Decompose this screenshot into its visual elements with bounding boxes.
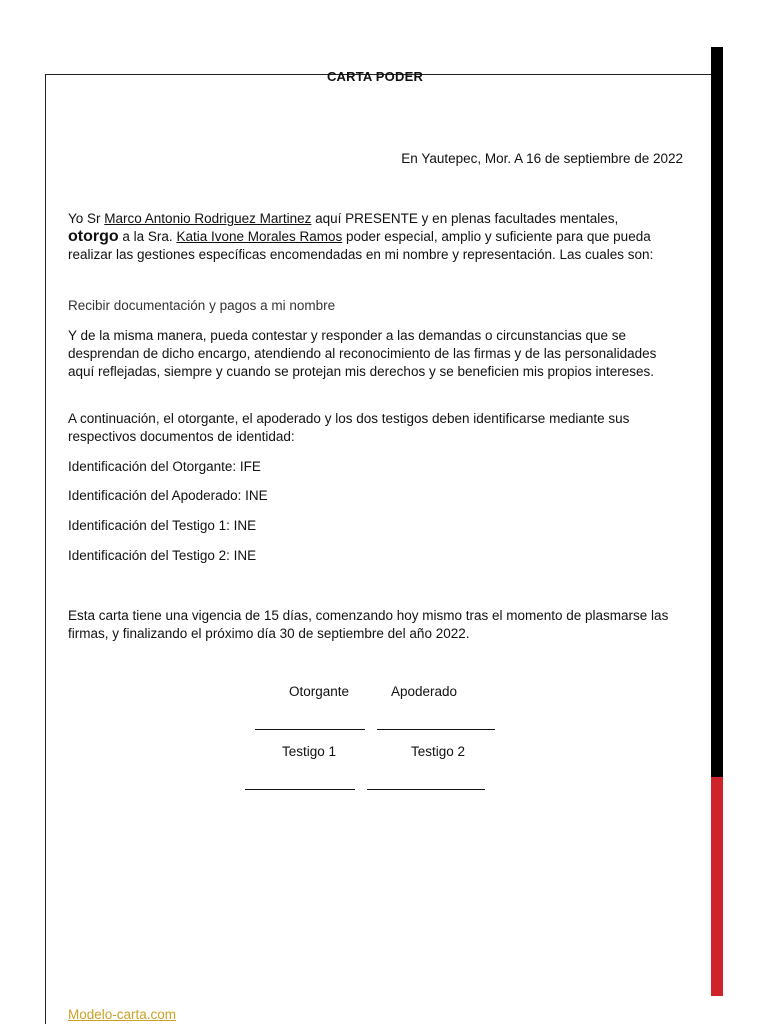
- grant-text-3: a la Sra.: [118, 229, 177, 244]
- side-bar-red: [711, 777, 723, 996]
- signature-line-apoderado: [377, 729, 495, 730]
- document-title: CARTA PODER: [326, 69, 424, 84]
- paragraph-tasks: Recibir documentación y pagos a mi nombre: [68, 298, 336, 313]
- date-line: En Yautepec, Mor. A 16 de septiembre de 2022: [401, 151, 683, 166]
- grant-text-1: Yo Sr: [68, 211, 105, 226]
- attorney-name: Katia Ivone Morales Ramos: [176, 229, 343, 244]
- otorgo-word: otorgo: [68, 228, 119, 245]
- grant-text-2: aquí PRESENTE y en plenas facultades mentales,: [311, 211, 619, 226]
- paragraph-validity: Esta carta tiene una vigencia de 15 días, comenzando hoy mismo tras el momento de plasmarse las firmas, y finalizando el próximo día 30 de septiembre del año 2022.: [68, 608, 669, 641]
- side-bar-black: [711, 47, 723, 777]
- signature-label-testigo-2: Testigo 2: [411, 744, 466, 759]
- signature-label-testigo-1: Testigo 1: [282, 744, 337, 759]
- signature-line-testigo-1: [245, 789, 355, 790]
- id-testigo-2: Identificación del Testigo 2: INE: [68, 548, 257, 563]
- footer-link[interactable]: Modelo-carta.com: [68, 1007, 177, 1022]
- grantor-name: Marco Antonio Rodriguez Martinez: [104, 211, 312, 226]
- paragraph-scope: Y de la misma manera, pueda contestar y responder a las demandas o circunstancias que se desprendan de dicho encargo, atendiendo al reconocimiento de las firmas y de las personalidades aquí reflejadas, siempre y cuando se protejan mis derechos y se beneficien mis propios intereses.: [68, 328, 657, 379]
- signature-line-otorgante: [255, 729, 365, 730]
- paragraph-grant: [68, 210, 683, 264]
- id-otorgante: Identificación del Otorgante: IFE: [68, 459, 261, 474]
- signature-label-otorgante: Otorgante: [289, 684, 350, 699]
- id-testigo-1: Identificación del Testigo 1: INE: [68, 518, 257, 533]
- signature-line-testigo-2: [367, 789, 485, 790]
- id-apoderado: Identificación del Apoderado: INE: [68, 488, 268, 503]
- grant-text-4: poder especial, amplio y suficiente para que pueda realizar las gestiones específicas encomendadas en mi nombre y representación. Las cuales son:: [68, 229, 654, 262]
- paragraph-identification: A continuación, el otorgante, el apoderado y los dos testigos deben identificarse mediante sus respectivos documentos de identidad:: [68, 411, 630, 444]
- signature-label-apoderado: Apoderado: [391, 684, 458, 699]
